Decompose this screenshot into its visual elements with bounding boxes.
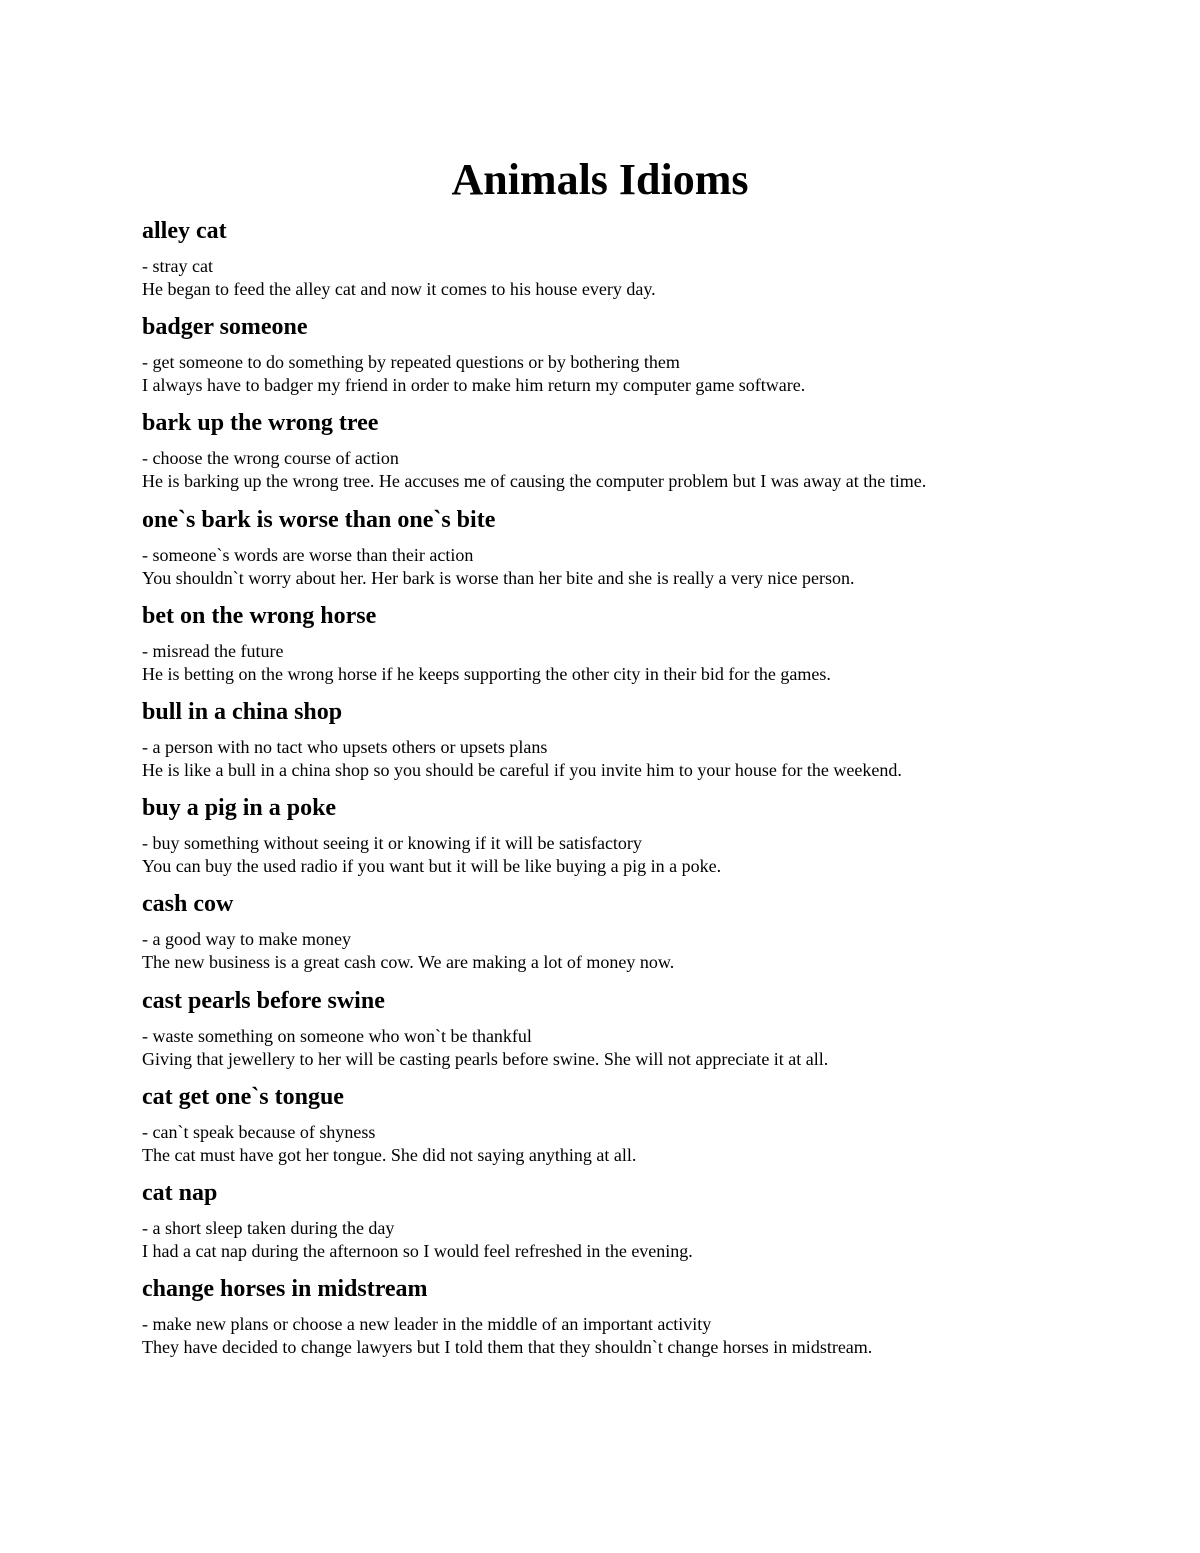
idiom-definition: - get someone to do something by repeated questions or by bothering them	[142, 352, 680, 373]
idiom-definition: - choose the wrong course of action	[142, 448, 399, 469]
idiom-definition: - someone`s words are worse than their action	[142, 544, 474, 565]
idiom-term: bet on the wrong horse	[142, 602, 377, 629]
idiom-entry	[142, 791, 1082, 887]
idiom-term: cat get one`s tongue	[142, 1083, 344, 1110]
idiom-example: The new business is a great cash cow. We are making a lot of money now.	[142, 952, 675, 973]
idiom-example: You shouldn`t worry about her. Her bark is worse than her bite and she is really a very nice person.	[142, 567, 855, 588]
idiom-entry	[142, 599, 1082, 695]
idiom-term: one`s bark is worse than one`s bite	[142, 506, 496, 533]
idiom-entry	[142, 503, 1082, 599]
idiom-term: cash cow	[142, 891, 234, 918]
idiom-example: Giving that jewellery to her will be casting pearls before swine. She will not appreciate it at all.	[142, 1048, 829, 1069]
idiom-entry	[142, 984, 1082, 1080]
idiom-entry	[142, 406, 1082, 502]
idiom-term: cat nap	[142, 1179, 218, 1206]
idiom-example: The cat must have got her tongue. She did not saying anything at all.	[142, 1144, 637, 1165]
idiom-definition: - waste something on someone who won`t be thankful	[142, 1025, 532, 1046]
idiom-term: badger someone	[142, 314, 308, 341]
document-title: Animals Idioms	[451, 155, 749, 204]
idiom-example: He is barking up the wrong tree. He accuses me of causing the computer problem but I was away at the time.	[142, 471, 927, 492]
idiom-definition: - buy something without seeing it or knowing if it will be satisfactory	[142, 833, 642, 854]
idiom-definition: - a short sleep taken during the day	[142, 1217, 395, 1238]
idiom-entry	[142, 1080, 1082, 1176]
idiom-definition: - can`t speak because of shyness	[142, 1121, 376, 1142]
idiom-example: He is betting on the wrong horse if he keeps supporting the other city in their bid for the games.	[142, 663, 831, 684]
idiom-entry	[142, 695, 1082, 791]
idiom-example: He began to feed the alley cat and now it comes to his house every day.	[142, 279, 656, 299]
idiom-example: You can buy the used radio if you want but it will be like buying a pig in a poke.	[142, 856, 722, 877]
idiom-term: bull in a china shop	[142, 698, 343, 725]
idiom-definition: - a good way to make money	[142, 929, 351, 950]
idiom-example: I always have to badger my friend in order to make him return my computer game software.	[142, 375, 806, 396]
idiom-example: He is like a bull in a china shop so you should be careful if you invite him to your house for the weekend.	[142, 759, 902, 780]
idiom-definition: - make new plans or choose a new leader in the middle of an important activity	[142, 1314, 712, 1335]
idiom-term: alley cat	[142, 218, 227, 244]
idiom-entry	[142, 1176, 1082, 1272]
idiom-term: change horses in midstream	[142, 1276, 428, 1303]
idiom-entry	[142, 887, 1082, 983]
idiom-definition: - misread the future	[142, 640, 284, 661]
idiom-entry	[142, 1272, 1082, 1368]
idiom-example: They have decided to change lawyers but I told them that they shouldn`t change horses in midstream.	[142, 1337, 873, 1358]
idiom-term: buy a pig in a poke	[142, 795, 337, 822]
idiom-definition: - a person with no tact who upsets others or upsets plans	[142, 736, 548, 757]
idiom-entry	[142, 214, 1082, 310]
idiom-term: bark up the wrong tree	[142, 410, 379, 437]
idiom-definition: - stray cat	[142, 256, 213, 276]
idiom-term: cast pearls before swine	[142, 987, 385, 1014]
idiom-entry	[142, 310, 1082, 406]
idiom-list	[142, 214, 1082, 1368]
idiom-example: I had a cat nap during the afternoon so I would feel refreshed in the evening.	[142, 1240, 693, 1261]
